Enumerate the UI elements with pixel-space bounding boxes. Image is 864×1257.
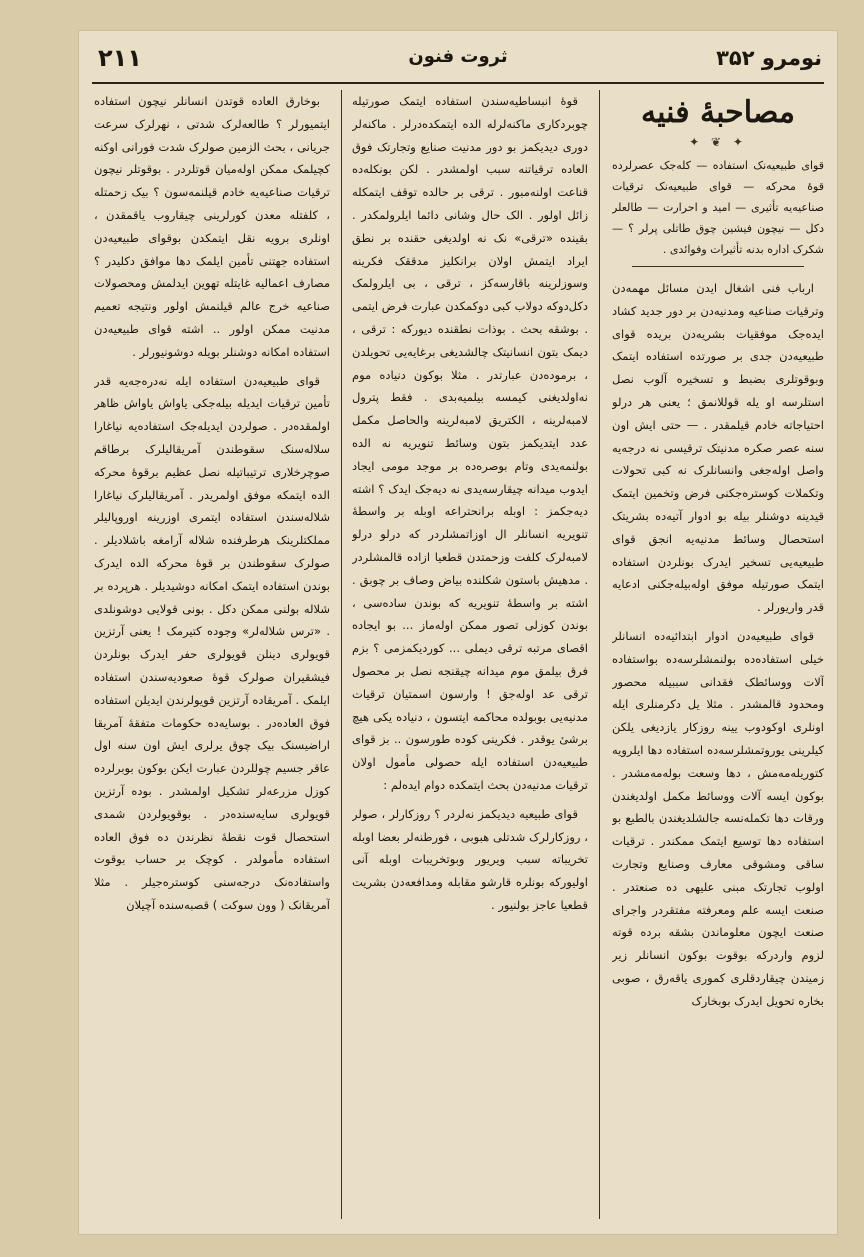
page-number: ۲۱۱ (98, 44, 142, 72)
journal-title: ثروت فنون (408, 46, 508, 67)
paragraph: قوای طبیعیه دیدیکمز نه‌لردر ؟ روزکارلر ، صولر ، روزکارلرک شدتلی هبوبی ، فورطنه‌لر بعضا اوبله تخریباته سبب ویریور وبوتخریبات اوبله آنی اولیورکه بونلره قارشو مقابله ومدافعه‌دن بشریت قطعیا عاجز بولنیور . (352, 806, 588, 912)
page-header (78, 40, 838, 80)
column-divider (599, 90, 600, 1219)
article-summary (612, 155, 824, 260)
paragraph: قوای طبیعیه‌دن ادوار ابتدائیه‌ده انسانلر خیلی استفاده‌ده بولنمشلرسه‌ده بواستفاده آلات ووسائطک فقدانی سببیله محصور ومحدود قالمشدر . مثلا یل دکرمنلری ایله اونلری اوکودوب یینه روزکار یازدیغی یلکن کیلرینی یوروتمشلرسه‌ده استفاده دها ایلرویه کتوریله‌مه‌مش ، دها وسعت بوله‌مه‌مشدر . بوکون ایسه آلات ووسائط مکمل اولدیغندن ورقات دها تکمله‌نسه جالشلدیغندن بالطبع بو استفاده دها توسیع ایتمک ممکندر . ترقیات ساقی ومشوقی معارف وصنایع وتجارت اولوب تجارتک مبنی علیهی ده صنعتدر . صنعت ایسه علم ومعرفته مفتقردر واجرای صنعت ایچون معلوماندن بشقه برده قوته لزوم واردرکه بوقوت بوکون انسانلر زیر زمیندن چیقاردقلری کموری یاقه‌رق ، صوبی بخاره تحویل ایدرک بوبخارک (612, 628, 824, 1008)
journal-page (78, 30, 838, 1235)
middle-column (352, 90, 588, 1219)
article-title: مصاحبهٔ فنیه (641, 95, 795, 130)
paragraph: قوای طبیعیه‌دن استفاده ایله نه‌دره‌جه‌یه قدر تأمین ترقیات ایدیله بیله‌جکی یاواش یاواش ظاهر اولمقده‌در . صولردن ایدیله‌جک استفاده‌یه نیاغارا سلاله‌سنک سقوطندن آمریقالیلرک برطاقم صوچرخلاری ترتیباتیله نصل عظیم برقوهٔ محرکه الده ایتمکه موفق اولمریدر . آمریقالیلرک نیاغارا شلاله‌سندن استفاده ایتمری اوزرینه اوروپالیلر مملکتلرینک هرطرفنده شلاله آرامغه باشلادیلر . صولرک سقوطندن بر قوهٔ محرکه الده ایدرک بوندن استفاده ایتمک امکانه دوشیدیلر . هرپرده بر شلاله بولنی ممکن دکل . بونی قولایی دوشونلدی . «ترس شلاله‌لر» وجوده کتیرمک ! یعنی آرتزین قویولری دینلن قویولری حفر ایدرک بونلردن فیشقیران صولرک قوهٔ صعودیه‌سندن استفاده ایلمک . آمریقاده آرتزین قویولرندن ایدیلن استفاده فوق العاده‌در . بوسایه‌ده حکومات متفقهٔ آمریقا اراضیسنک بیک چوق یرلری ایش اون سنه اول عاقر جسیم چوللردن عبارت ایکن بوکون بوبرلرده کوزل مزرعه‌لر تشکیل اولمشدر . بوده آرتزین قویولری سایه‌سنده‌در . بوقویولردن شمدی استحصال قوت نقطهٔ نظرندن ده فوق العاده استفاده مأمولدر . کوچک بر حساب بوقوت واستفاده‌نک درجه‌سنی کوستره‌جیلر . مثلا آمریقانک ( وون سوکت ) قصبه‌سنده آچیلان (94, 373, 330, 912)
paragraph: ارباب فنی اشغال ایدن مسائل مهمه‌دن وترقیات صناعیه ومدنیه‌دن بر دور جدید کشاد ایده‌جک موفقیات بشریه‌دن بریده قوای طبیعیه‌دن جدی بر صورتده استفاده ایتمک وبوقوتلری بضبط و تسخیره آلوب نصل استلرسه او یله قوللانمق ؛ یعنی هر درلو احتیاجاته خادم قیلمقدر . — حتی ایش اون سنه عصر صکره مدنیتک ترقیسی نه درجه‌یه واصل اوله‌جغی وانسانلرک نه کبی تحولات وتکملات کوستره‌جکنی فرض وتخمین ایتمک قیدینه دوشنلر بیله بو ادوار آتیه‌ده بشریتک استحصال وسائط مدنیه‌یه انجق قوای طبیعیه‌یی تسخیر ایدرک بونلردن استفاده ایتمک صورتیله موفق اوله‌بیله‌جکنی ادعایه قدر واریورلر . (612, 281, 824, 615)
column-divider (341, 90, 342, 1219)
right-column (612, 90, 824, 1219)
issue-number: نومرو ۳۵۲ (716, 46, 822, 70)
header-rule (92, 82, 824, 84)
left-column (94, 90, 330, 1219)
title-ornament: ✦ ❦ ✦ (689, 135, 747, 149)
paragraph: قوهٔ انبساطیه‌سندن استفاده ایتمک صورتیله چوبردکاری ماکنه‌لرله الده ایتمکده‌درلر . ماکنه‌لر دوری دیدیکمز بو دور مدنیت صنایع وتجارتک فوق العاده ترقیاتنه سبب اولمشدر . لکن بونکله‌ده قناعت اولنه‌مبور . ترقی بر حالده توقف ایتمکله زائل اولور . الک حال وشانی دائما ایلرولمکدر . بقینده «ترقی» نک نه اولدیغی حقنده بر نطق ایراد ایتمش اولان برانکلیز مدققک فکرینه وسوزلرینه باقارسه‌کز ، ترقی ، بی ایلرولمک دکل‌دوکه دولاب کبی دوکمکدن عبارت فرض ایتمی . بوشقه بحث . بوذات نطقنده دیورکه : ترقی ، دیمک بتون انسانیتک چالشدیغی برغایه‌یی تحویلدن ، برموده‌دن عبارتدر . مثلا بوکون دنیاده موم نه‌اولدیغنی کیمسه بیلمیه‌بدی . فقط پترول لامبه‌لرینه ، الکتریق لامبه‌لرینه والحاصل مکمل عدد ایتدیکمز بتون وسائط تنویریه نه الده بولنمه‌یدی وتام بوصره‌ده بر موجد مومی ایجاد ایدوب میدانه چیقارسه‌یدی نه دیه‌جک ایدک ؟ اشته دیه‌جکمز : اوبله برانحتراعه اوبله بر واسطهٔ تنویریه انسانلر ال اوزاتمشلردر که درلو درلو لامبه‌لرک کلفت وزحمتدن قطعیا ازاده قالمشلردر . مدهیش باستون شکلنده بیاض وصاف بر چوبق . اشته بر واسطهٔ تنویریه که بوندن ساده‌سی ، بوندن کوزلی تصور ممکن اوله‌ماز ... بو ایجاده اقصای مرتبه ترقی دیملی ... کوردیکمزمی ؟ بزم فرق بیلمق موم میدانه چیقنجه نصل بر محصول ترقی عد اوله‌جق ! وارسون اسمتیان ترقیات مدنیه‌یی بوبولده محاکمه ایتسون ، دنیاده یکی هیچ برشیٔ یوقدر . فکرینی کوده طورسون .. بز قوای طبیعیه‌دن استفاده ایله حصولی مأمول اولان ترقیات مدنیه‌دن بحث ایتمکده دوام ایده‌لم : (352, 94, 588, 792)
summary-text: قوای طبیعیه‌نک استفاده — کله‌جک عصرلرده قوهٔ محرکه — قوای طبیعیه‌نک ترقیات صناعیه‌یه تأثیری — امید و احرارت — طالعلر دکل — نیچون فیشین چوق طاتلی پرلر ؟ — شکرک اداره بدنه تأثیرات وفوائدی . (612, 159, 824, 256)
paragraph: بوخارق العاده قوتدن انسانلر نیچون استفاده ایتمیورلر ؟ طالعه‌لرک شدتی ، نهرلرک سرعت جریانی ، بحث الزمین صولرک شدت فورانی اوکنه کچیلمک ممکن اوله‌میان قوتلردر . بوقوتلر نیچون ترقیات صناعیه‌یه خادم قیلنمه‌سون ؟ بیک زحمتله ، کلفتله معدن کورلرینی چیقاروب یاقمقدن ، اونلری برویه نقل ایتمکدن بوقوای طبیعیه‌دن استفاده جهتنی تأمین ایلمک دها موافق دکلیدر ؟ مصارف اعمالیه غایتله تهوین ایدلمش ومحصولات صناعیه خرج عالم قیلنمش اولور ونتیجه تعمیم مدنیت ممکن اولور .. اشته قوای طبیعیه‌دن استفاده امکانه دوشنلر بویله دوشونیورلر . (94, 94, 330, 359)
summary-rule (632, 266, 804, 267)
